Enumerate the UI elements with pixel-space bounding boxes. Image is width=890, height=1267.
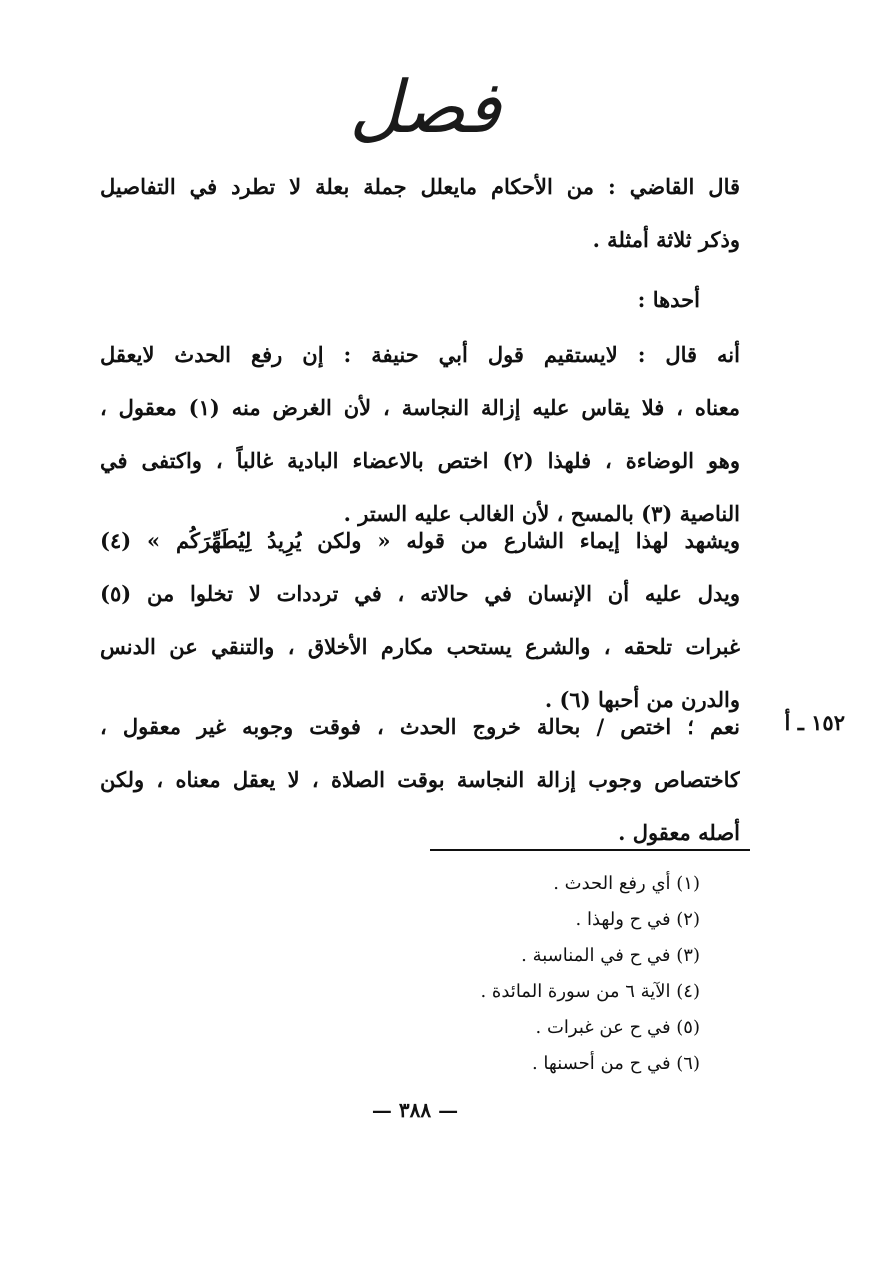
paragraph-intro (100, 160, 740, 266)
text-line: أصله معقول . (618, 820, 740, 845)
paragraph-evidence (100, 514, 740, 726)
footnote-divider (430, 849, 750, 851)
text-line: أنه قال : لايستقيم قول أبي حنيفة : إن رفع الحدث لايعقل (100, 342, 740, 367)
text-line: وذكر ثلاثة أمثلة . (592, 227, 740, 252)
text-line: معناه ، فلا يقاس عليه إزالة النجاسة ، لأن الغرض منه (١) معقول ، (100, 395, 740, 420)
text-line: ويدل عليه أن الإنسان في حالاته ، في ترددات لا تخلوا من (٥) (100, 581, 740, 606)
text-line: وهو الوضاءة ، فلهذا (٢) اختص بالاعضاء البادية غالباً ، واكتفى في (100, 448, 740, 473)
page-number: — ٣٨٨ — (371, 1098, 459, 1122)
text-line: الناصية (٣) بالمسح ، لأن الغالب عليه الستر . (343, 501, 740, 526)
section-title: فصل (349, 65, 501, 149)
manuscript-folio-ref: ١٥٢ ـ أ (784, 710, 845, 735)
footnote-item: (٣) في ح في المناسبة . (521, 945, 700, 966)
paragraph-first-example (100, 328, 740, 540)
footnote-item: (٥) في ح عن غبرات . (535, 1017, 700, 1038)
footnote-item: (٦) في ح من أحسنها . (531, 1053, 700, 1074)
text-line: قال القاضي : من الأحكام مايعلل جملة بعلة لا تطرد في التفاصيل (100, 174, 740, 199)
text-line: ويشهد لهذا إيماء الشارع من قوله « ولكن يُرِيدُ لِيُطَهِّرَكُم » (٤) (100, 528, 740, 553)
text-line: كاختصاص وجوب إزالة النجاسة بوقت الصلاة ، لا يعقل معناه ، ولكن (100, 767, 740, 792)
footnotes (300, 866, 700, 1082)
footnote-item: (١) أي رفع الحدث . (553, 873, 700, 894)
text-line: غبرات تلحقه ، والشرع يستحب مكارم الأخلاق ، والتنقي عن الدنس (100, 634, 740, 659)
text-line: والدرن من أحبها (٦) . (544, 687, 740, 712)
footnote-item: (٢) في ح ولهذا . (575, 909, 700, 930)
subheading: أحدها : (637, 287, 700, 312)
paragraph-exception (100, 700, 740, 859)
footnote-item: (٤) الآية ٦ من سورة المائدة . (480, 981, 700, 1002)
text-line: نعم ؛ اختص / بحالة خروج الحدث ، فوقت وجوبه غير معقول ، (100, 714, 740, 739)
